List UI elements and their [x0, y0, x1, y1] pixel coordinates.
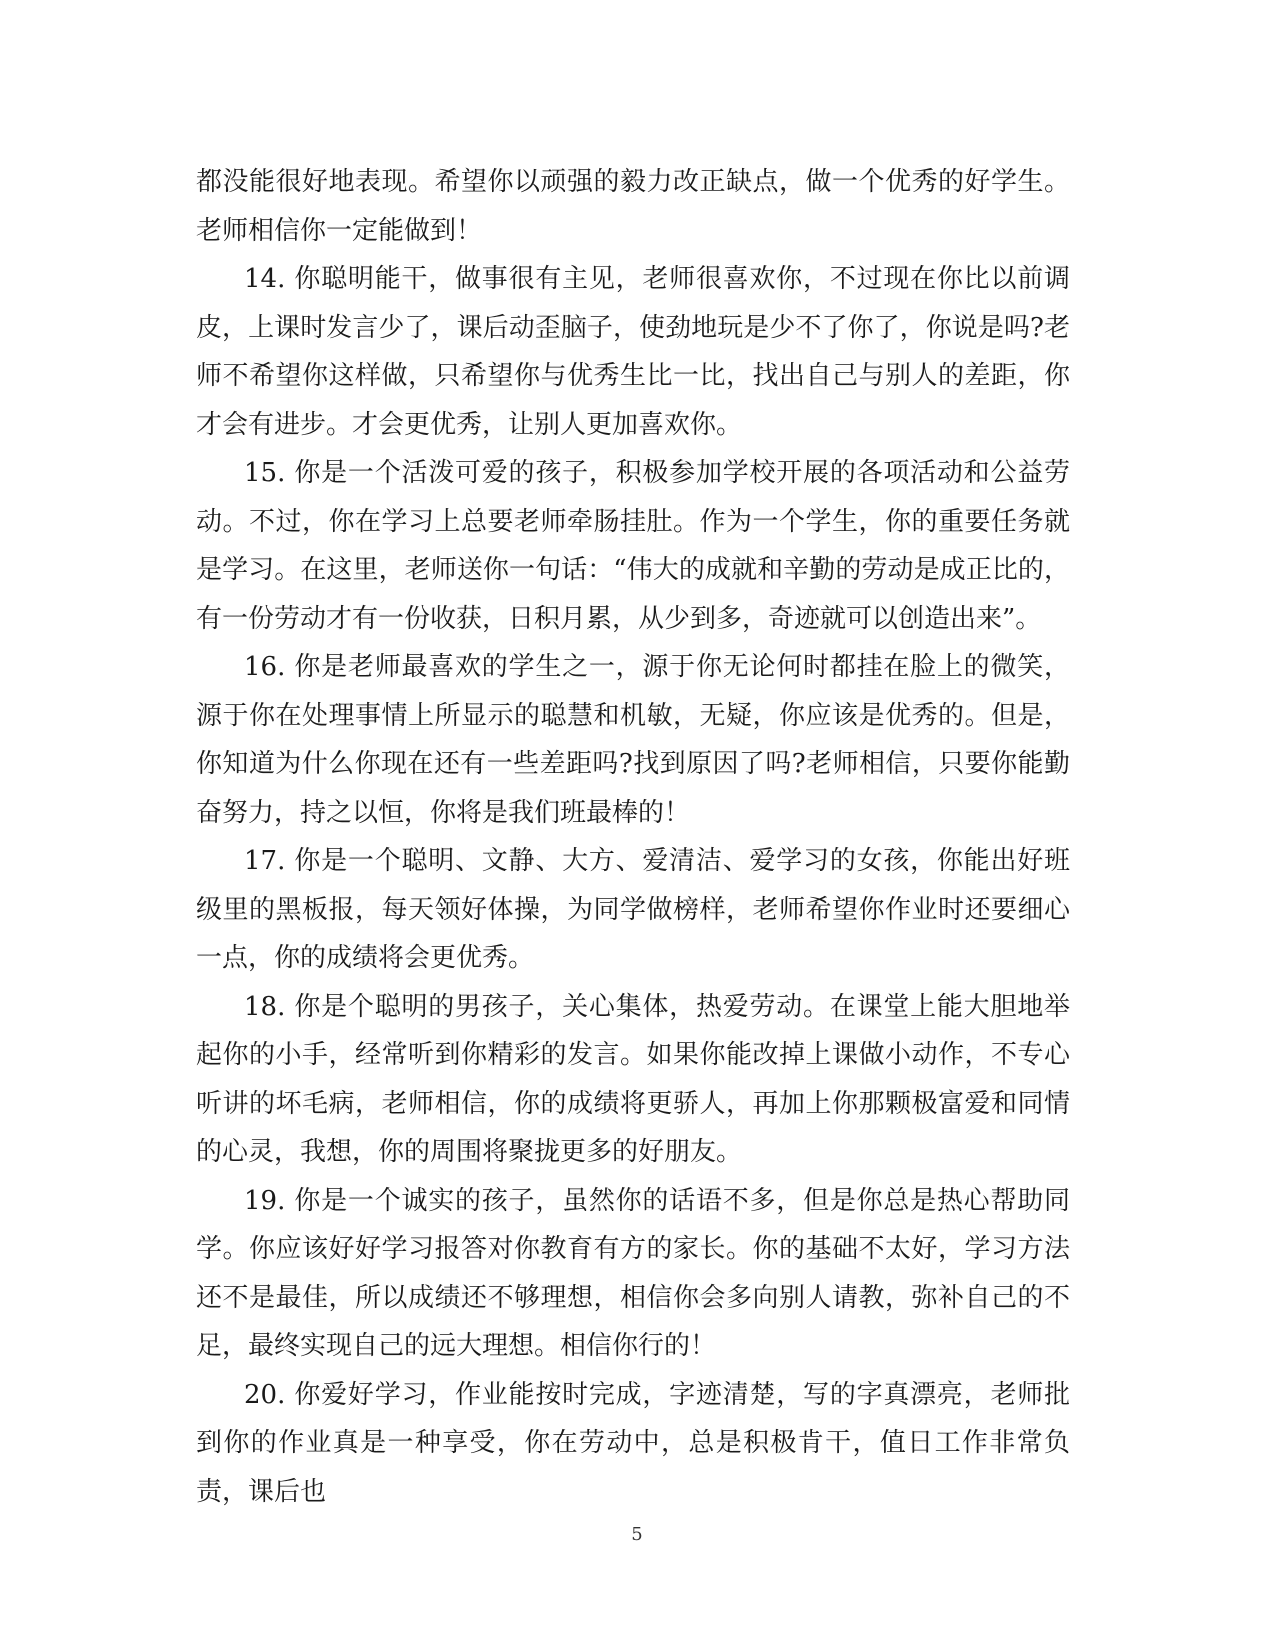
paragraph-comment-14: 14. 你聪明能干，做事很有主见，老师很喜欢你，不过现在你比以前调皮，上课时发言少了，课后动歪脑子，使劲地玩是少不了你了，你说是吗?老师不希望你这样做，只希望你与优秀生比一比，找出自己与别人的差距，你才会有进步。才会更优秀，让别人更加喜欢你。 — [196, 264, 1070, 440]
paragraph-comment-16: 16. 你是老师最喜欢的学生之一，源于你无论何时都挂在脸上的微笑，源于你在处理事情上所显示的聪慧和机敏，无疑，你应该是优秀的。但是，你知道为什么你现在还有一些差距吗?找到原因了吗?老师相信，只要你能勤奋努力，持之以恒，你将是我们班最棒的！ — [196, 652, 1070, 828]
document-body — [196, 158, 1070, 1516]
paragraph-comment-15: 15. 你是一个活泼可爱的孩子，积极参加学校开展的各项活动和公益劳动。不过，你在学习上总要老师牵肠挂肚。作为一个学生，你的重要任务就是学习。在这里，老师送你一句话：“伟大的成就和辛勤的劳动是成正比的，有一份劳动才有一份收获，日积月累，从少到多，奇迹就可以创造出来”。 — [196, 458, 1070, 634]
paragraph-comment-20: 20. 你爱好学习，作业能按时完成，字迹清楚，写的字真漂亮，老师批到你的作业真是一种享受，你在劳动中，总是积极肯干，值日工作非常负责，课后也 — [196, 1379, 1070, 1507]
paragraph-continuation: 都没能很好地表现。希望你以顽强的毅力改正缺点，做一个优秀的好学生。老师相信你一定能做到！ — [196, 167, 1070, 246]
paragraph-comment-18: 18. 你是个聪明的男孩子，关心集体，热爱劳动。在课堂上能大胆地举起你的小手，经常听到你精彩的发言。如果你能改掉上课做小动作，不专心听讲的坏毛病，老师相信，你的成绩将更骄人，再加上你那颗极富爱和同情的心灵，我想，你的周围将聚拢更多的好朋友。 — [196, 991, 1070, 1167]
paragraph-comment-19: 19. 你是一个诚实的孩子，虽然你的话语不多，但是你总是热心帮助同学。你应该好好学习报答对你教育有方的家长。你的基础不太好，学习方法还不是最佳，所以成绩还不够理想，相信你会多向别人请教，弥补自己的不足，最终实现自己的远大理想。相信你行的！ — [196, 1185, 1070, 1361]
paragraph-comment-17: 17. 你是一个聪明、文静、大方、爱清洁、爱学习的女孩，你能出好班级里的黑板报，每天领好体操，为同学做榜样，老师希望你作业时还要细心一点，你的成绩将会更优秀。 — [196, 846, 1070, 973]
page-number: 5 — [631, 1524, 643, 1545]
